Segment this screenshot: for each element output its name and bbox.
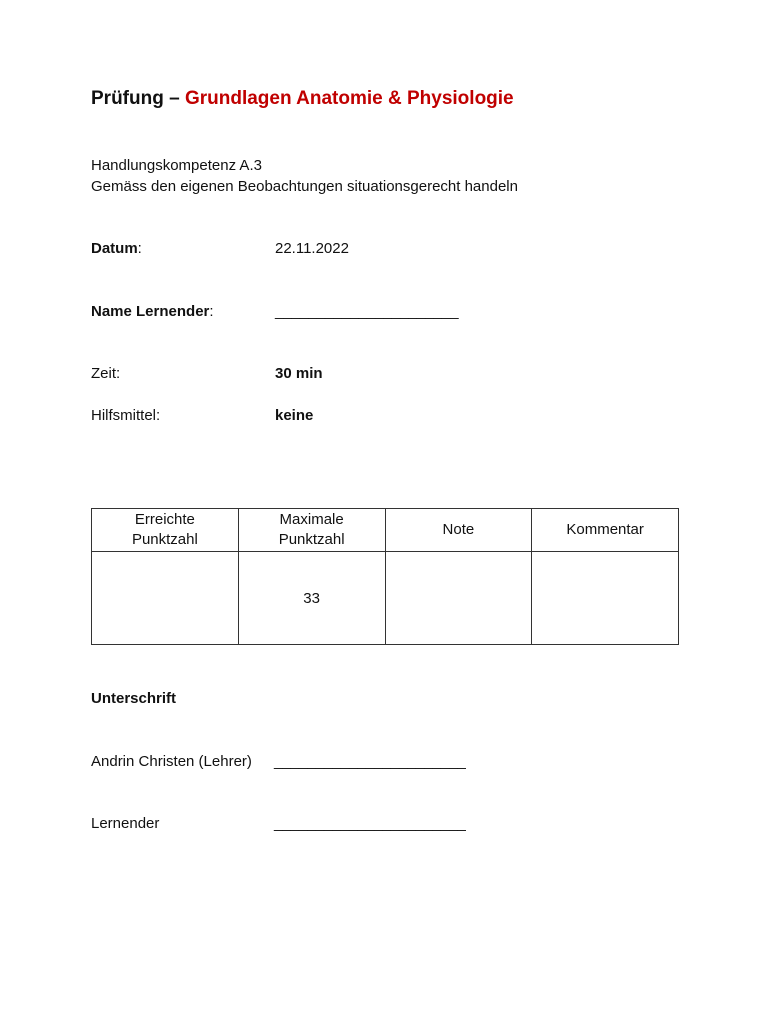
grade-table-row bbox=[92, 552, 679, 645]
datum-label-row bbox=[91, 240, 142, 257]
zeit-label: Zeit: bbox=[91, 365, 121, 382]
grade-table-header-row bbox=[92, 509, 679, 552]
student-signature-line: _______________________ bbox=[274, 815, 466, 832]
grade-table bbox=[91, 508, 679, 645]
header-maximale-punktzahl: Maximale Punktzahl bbox=[238, 509, 385, 552]
name-label-row bbox=[91, 303, 214, 320]
competence-code: Handlungskompetenz A.3 bbox=[91, 157, 262, 174]
title-subject: Grundlagen Anatomie & Physiologie bbox=[184, 88, 514, 109]
name-colon: : bbox=[209, 303, 214, 320]
header-kommentar: Kommentar bbox=[532, 509, 679, 552]
hilfsmittel-value: keine bbox=[275, 407, 314, 424]
signature-heading: Unterschrift bbox=[91, 690, 177, 707]
datum-label: Datum bbox=[91, 240, 138, 257]
title-prefix: Prüfung – bbox=[91, 88, 185, 109]
datum-colon: : bbox=[137, 240, 142, 257]
cell-maximale-punktzahl: 33 bbox=[238, 552, 385, 645]
cell-kommentar bbox=[532, 552, 679, 645]
hilfsmittel-label: Hilfsmittel: bbox=[91, 407, 161, 424]
teacher-signature-label: Andrin Christen (Lehrer) bbox=[91, 753, 252, 770]
page-title bbox=[91, 88, 514, 110]
competence-description: Gemäss den eigenen Beobachtungen situationsgerecht handeln bbox=[91, 178, 518, 195]
cell-note bbox=[385, 552, 532, 645]
header-erreichte-punktzahl: Erreichte Punktzahl bbox=[92, 509, 239, 552]
datum-value: 22.11.2022 bbox=[275, 240, 349, 257]
student-signature-label: Lernender bbox=[91, 815, 160, 832]
zeit-value: 30 min bbox=[275, 365, 323, 382]
teacher-signature-line: _______________________ bbox=[274, 753, 466, 770]
cell-erreichte-punktzahl bbox=[92, 552, 239, 645]
name-label: Name Lernender bbox=[91, 303, 210, 320]
name-blank-line: ______________________ bbox=[275, 303, 459, 320]
header-note: Note bbox=[385, 509, 532, 552]
